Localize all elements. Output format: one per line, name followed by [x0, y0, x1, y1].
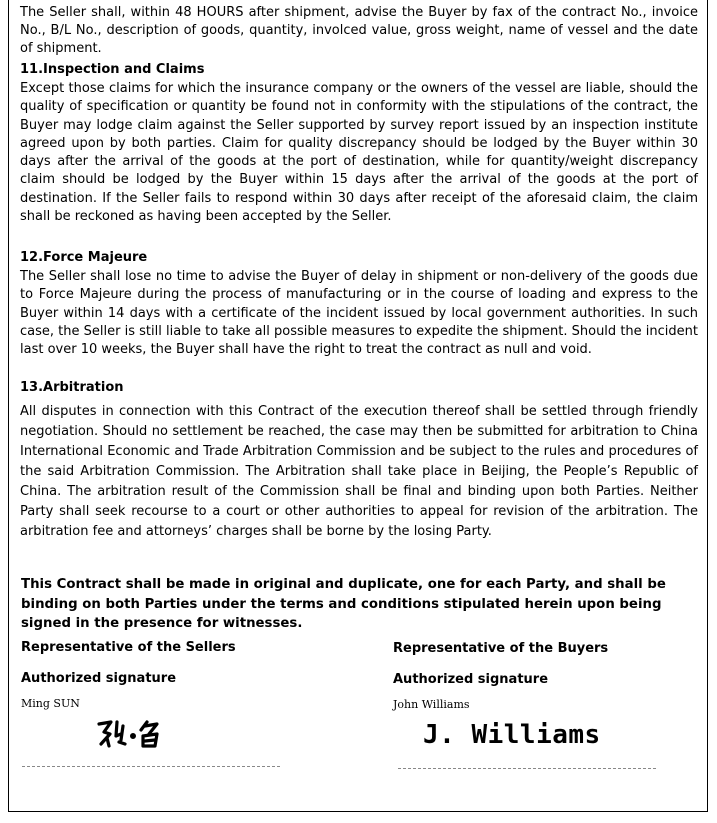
section-body-arbitration: All disputes in connection with this Contract of the execution thereof shall be settled through friendly negotiation. Should no settlement be reached, the case may then be submitted for arbitration to China International Economic and Trade Arbitration Commission and be subject to the rules and procedures of the said Arbitration Commission. The Arbitration shall take place in Beijing, the People’s Republic of China. The arbitration result of the Commission shall be final and binding upon both Parties. Neither Party shall seek recourse to a court or other authorities to appeal for revision of the arbitration. The arbitration fee and attorneys’ charges shall be borne by the losing Party. [20, 404, 698, 539]
section-heading-arbitration: 13.Arbitration [20, 380, 124, 395]
section-heading-force-majeure: 12.Force Majeure [20, 250, 148, 265]
seller-representative-label: Representative of the Sellers [21, 640, 236, 655]
buyer-handwritten-signature: J. Williams [423, 720, 601, 750]
seller-authorized-label: Authorized signature [21, 671, 177, 686]
buyer-signature-line [398, 768, 656, 769]
buyer-representative-label: Representative of the Buyers [393, 641, 609, 656]
section-body-force-majeure: The Seller shall lose no time to advise the Buyer of delay in shipment or non-delivery of the goods due to Force Majeure during the process of manufacturing or in the course of loading and express to the Buyer within 14 days with a certificate of the incident issued by local government authorities. In such case, the Seller is still liable to take all possible measures to expedite the shipment. Should the incident last over 10 weeks, the Buyer shall have the right to treat the contract as null and void. [20, 269, 698, 358]
seller-handwritten-signature [95, 716, 175, 750]
section-body-inspection: Except those claims for which the insurance company or the owners of the vessel are liable, should the quality of specification or quantity be found not in conformity with the stipulations of the contract, the Buyer may lodge claim against the Seller supported by survey report issued by an inspection institute agreed upon by both parties. Claim for quality discrepancy should be lodged by the Buyer within 30 days after the arrival of the goods at the port of destination, while for quantity/weight discrepancy claim should be lodged by the Buyer within 15 days after the arrival of the goods at the port of destination. If the Seller fails to respond within 30 days after receipt of the aforesaid claim, the claim shall be reckoned as having been accepted by the Seller. [20, 81, 698, 225]
seller-printed-name: Ming SUN [21, 697, 80, 710]
section-heading-inspection: 11.Inspection and Claims [20, 62, 205, 77]
closing-statement: This Contract shall be made in original and duplicate, one for each Party, and shall be binding on both Parties under the terms and conditions stipulated herein upon being signed in the presence for witnesses. [21, 577, 666, 631]
intro-paragraph: The Seller shall, within 48 HOURS after shipment, advise the Buyer by fax of the contract No., invoice No., B/L No., description of goods, quantity, involced value, gross weight, name of vessel and the date of shipment. [20, 5, 698, 57]
buyer-authorized-label: Authorized signature [393, 672, 549, 687]
seller-signature-line [22, 766, 280, 767]
buyer-printed-name: John Williams [393, 698, 470, 711]
